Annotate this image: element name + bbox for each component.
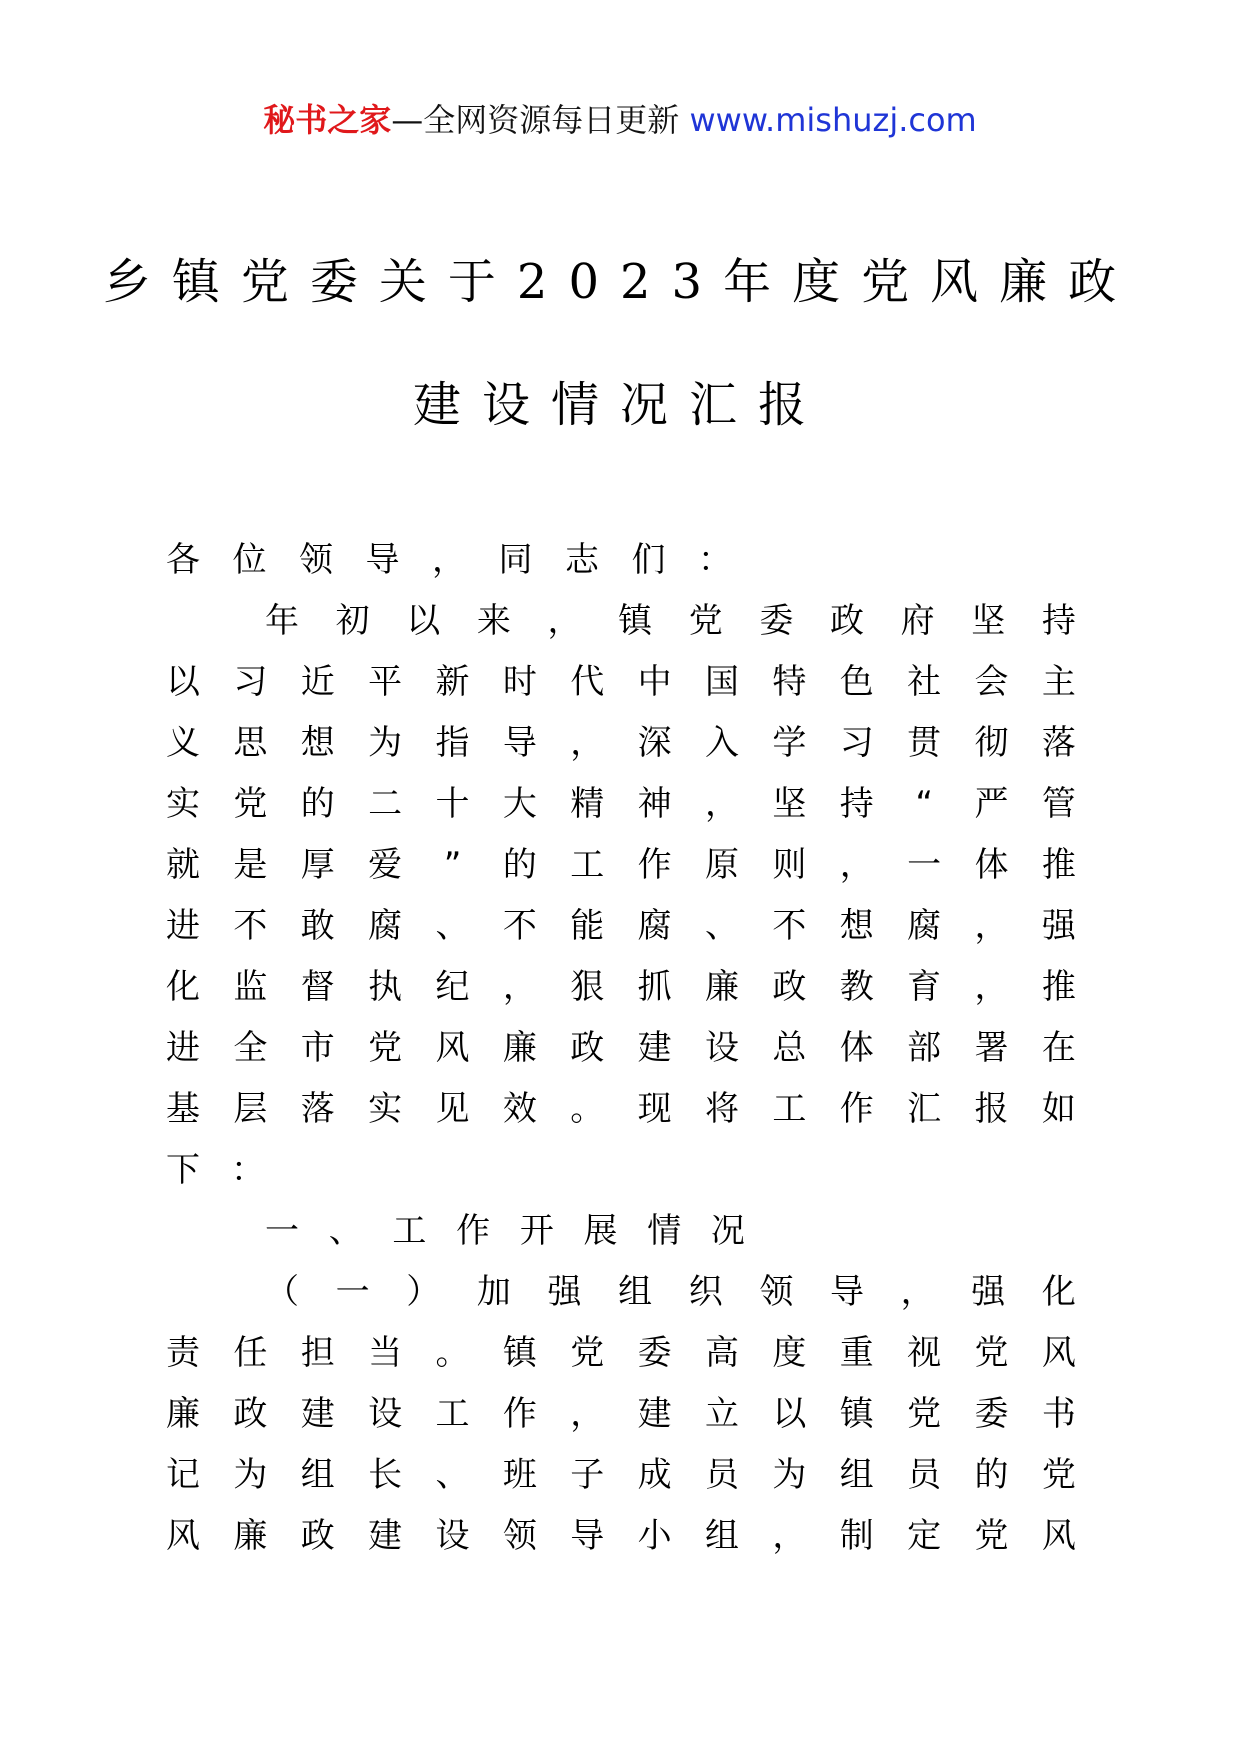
paragraph-line: 责 任 担 当 。 镇 党 委 高 度 重 视 党 风 — [166, 1333, 1076, 1373]
paragraph-line: 进 不 敢 腐 、 不 能 腐 、 不 想 腐 ， 强 — [166, 906, 1076, 946]
paragraph-line: 基 层 落 实 见 效 。 现 将 工 作 汇 报 如 — [166, 1089, 1076, 1129]
paragraph-line: 化 监 督 执 纪 ， 狠 抓 廉 政 教 育 ， 推 — [166, 967, 1076, 1007]
paragraph-line: 实 党 的 二 十 大 精 神 ， 坚 持 “ 严 管 — [166, 784, 1076, 824]
document-title-line-1: 乡镇党委关于2023年度党风廉政 — [102, 254, 1138, 310]
paragraph-line: 记 为 组 长 、 班 子 成 员 为 组 员 的 党 — [166, 1455, 1076, 1495]
paragraph-line: 以 习 近 平 新 时 代 中 国 特 色 社 会 主 — [166, 662, 1076, 702]
section-heading: 一 、 工 作 开 展 情 况 — [265, 1211, 745, 1251]
paragraph-line: 风 廉 政 建 设 领 导 小 组 ， 制 定 党 风 — [166, 1516, 1076, 1556]
paragraph-line: 下 ： — [166, 1150, 265, 1190]
paragraph-line: 廉 政 建 设 工 作 ， 建 立 以 镇 党 委 书 — [166, 1394, 1076, 1434]
paragraph-line: 就 是 厚 爱 ” 的 工 作 原 则 ， 一 体 推 — [166, 845, 1076, 885]
document-title-line-2: 建设情况汇报 — [412, 377, 827, 433]
paragraph-line: 义 思 想 为 指 导 ， 深 入 学 习 贯 彻 落 — [166, 723, 1076, 763]
paragraph-line: 年 初 以 来 ， 镇 党 委 政 府 坚 持 — [265, 601, 1076, 641]
brand-name: 秘书之家 — [263, 101, 392, 139]
paragraph-line: 进 全 市 党 风 廉 政 建 设 总 体 部 署 在 — [166, 1028, 1076, 1068]
salutation-line: 各 位 领 导 ， 同 志 们 ： — [166, 540, 732, 580]
site-header — [0, 98, 1240, 142]
subsection-heading-line: （ 一 ） 加 强 组 织 领 导 ， 强 化 — [265, 1272, 1076, 1312]
site-url-link[interactable]: www.mishuzj.com — [689, 101, 977, 139]
header-tagline: —全网资源每日更新 — [391, 101, 680, 139]
